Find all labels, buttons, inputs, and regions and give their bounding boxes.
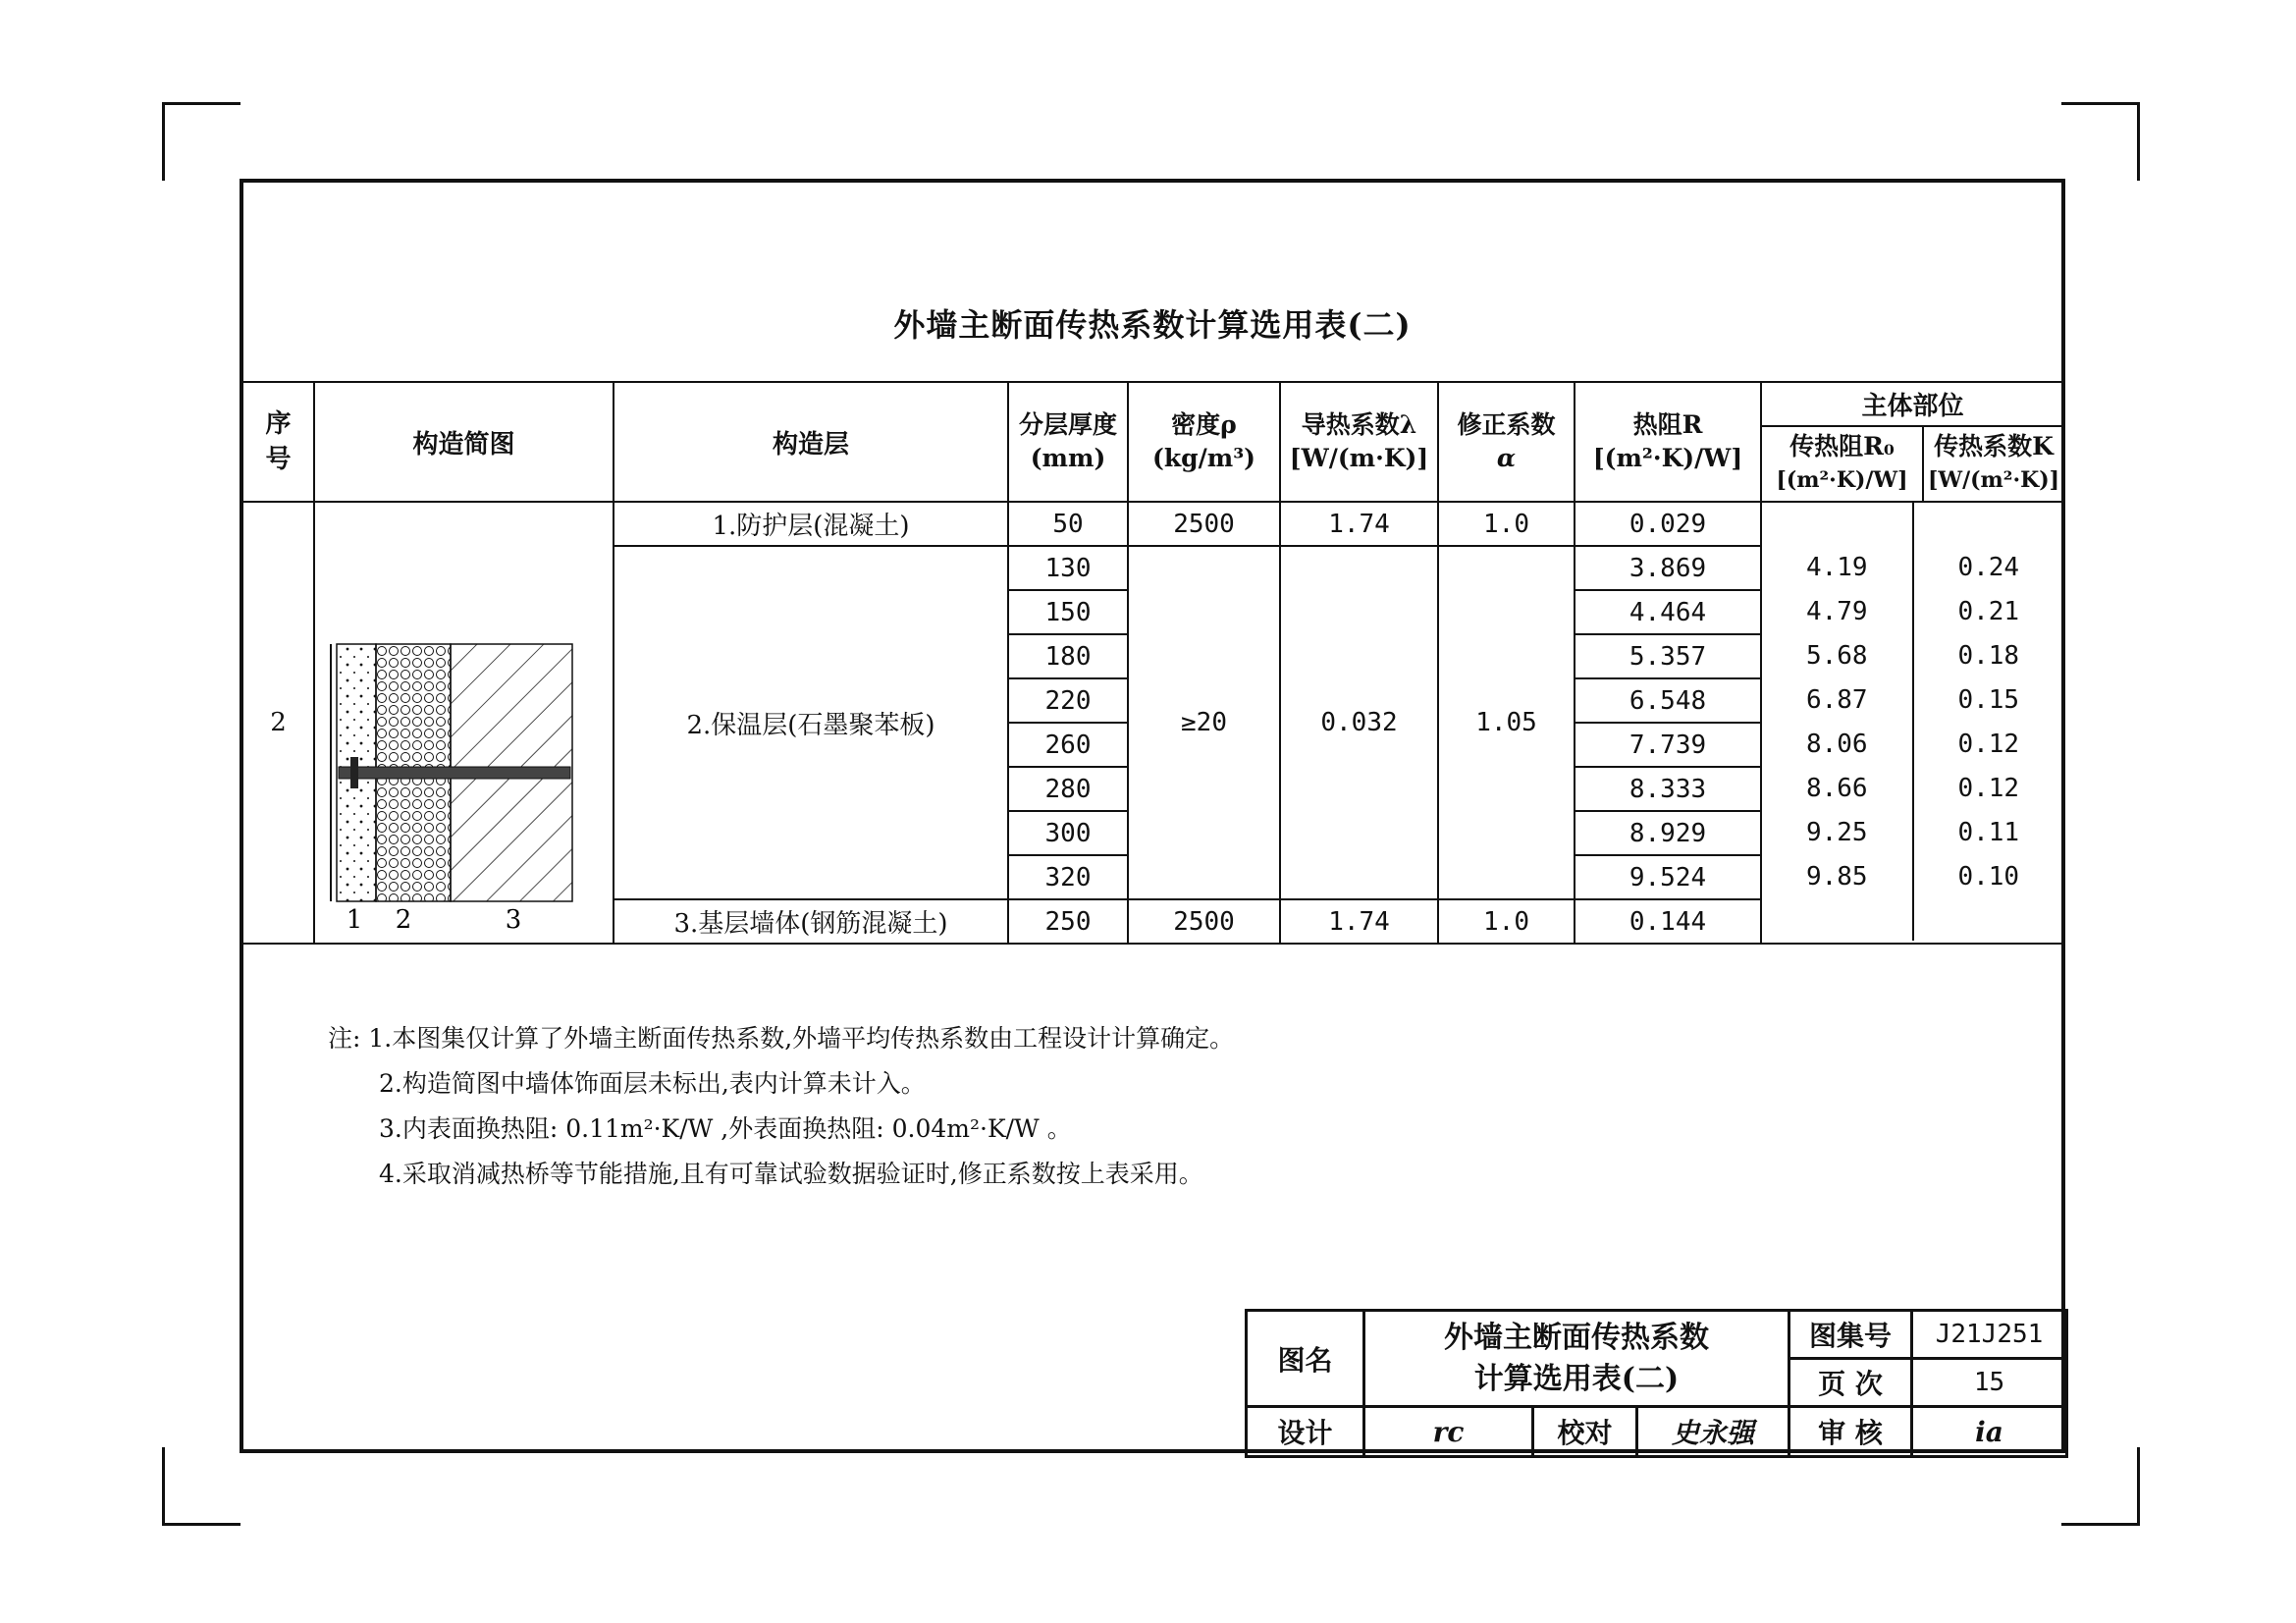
title-block (1245, 1309, 2068, 1458)
k-value: 0.12 (1957, 773, 2020, 803)
k-value: 0.15 (1957, 684, 2020, 715)
k-value: 0.24 (1957, 552, 2020, 582)
crop-mark-tl-h (162, 102, 240, 105)
r0-value: 5.68 (1762, 633, 1913, 677)
header-seq: 序号 (242, 382, 314, 502)
crop-mark-tr-h (2061, 102, 2140, 105)
tb-check-label: 校对 (1533, 1407, 1637, 1457)
layer2-thickness: 180 (1008, 634, 1128, 678)
note-2: 2.构造简图中墙体饰面层未标出,表内计算未计入。 (379, 1069, 926, 1098)
note-1: 注: 1.本图集仅计算了外墙主断面传热系数,外墙平均传热系数由工程设计计算确定。 (328, 1024, 1235, 1053)
tb-atlas-value: J21J251 (1912, 1311, 2067, 1359)
tb-check-signature: 史永强 (1637, 1407, 1789, 1457)
layer1-density: 2500 (1128, 502, 1280, 546)
wall-section-sketch (317, 504, 612, 936)
anchor-bolt-shape (339, 767, 570, 779)
tb-atlas-label: 图集号 (1789, 1311, 1912, 1359)
layer2-thickness: 150 (1008, 590, 1128, 634)
seq-cell: 2 (242, 502, 314, 944)
layer3-alpha: 1.0 (1438, 899, 1575, 944)
layer2-thickness: 300 (1008, 811, 1128, 855)
layer2-alpha: 1.05 (1438, 546, 1575, 899)
header-thickness: 分层厚度 (mm) (1008, 382, 1128, 502)
crop-mark-bl-h (162, 1523, 240, 1526)
tb-review-signature: ia (1912, 1407, 2067, 1457)
header-main-part: 主体部位 (1761, 382, 2064, 426)
r0-value: 4.79 (1762, 589, 1913, 633)
layer3-r: 0.144 (1575, 899, 1761, 944)
layer2-name: 2.保温层(石墨聚苯板) (614, 546, 1008, 899)
layer3-density: 2500 (1128, 899, 1280, 944)
main-part-subtable (1762, 503, 2063, 941)
page-title: 外墙主断面传热系数计算选用表(二) (893, 306, 1412, 344)
layer2-thickness: 130 (1008, 546, 1128, 590)
layer1-r: 0.029 (1575, 502, 1761, 546)
k-value: 0.11 (1957, 817, 2020, 847)
r0-value: 9.85 (1762, 854, 1913, 898)
layer3-name: 3.基层墙体(钢筋混凝土) (614, 899, 1008, 944)
layer2-thickness: 320 (1008, 855, 1128, 899)
table-row (242, 502, 2064, 546)
crop-mark-br-v (2137, 1447, 2140, 1526)
layer1-thickness: 50 (1008, 502, 1128, 546)
header-correction: 修正系数 α (1438, 382, 1575, 502)
crop-mark-br-h (2061, 1523, 2140, 1526)
note-3: 3.内表面换热阻: 0.11m²·K/W ,外表面换热阻: 0.04m²·K/W 。 (379, 1114, 1072, 1143)
tb-design-label: 设计 (1247, 1407, 1364, 1457)
header-sketch: 构造简图 (314, 382, 614, 502)
k-value: 0.21 (1957, 596, 2020, 626)
crop-mark-tl-v (162, 102, 165, 181)
layer2-r: 7.739 (1575, 723, 1761, 767)
k-value: 0.10 (1957, 861, 2020, 892)
layer2-thickness: 220 (1008, 678, 1128, 723)
layer2-r: 8.333 (1575, 767, 1761, 811)
header-resistance: 热阻R [(m²·K)/W] (1575, 382, 1761, 502)
tb-page-value: 15 (1912, 1359, 2067, 1407)
r0-value: 9.25 (1762, 810, 1913, 854)
k-value: 0.12 (1957, 729, 2020, 759)
header-layer: 构造层 (614, 382, 1008, 502)
layer2-density: ≥20 (1128, 546, 1280, 899)
layer1-lambda: 1.74 (1280, 502, 1438, 546)
layer3-lambda: 1.74 (1280, 899, 1438, 944)
heat-transfer-table (241, 381, 2065, 945)
sketch-label-2: 2 (395, 904, 411, 935)
layer2-r: 4.464 (1575, 590, 1761, 634)
layer2-lambda: 0.032 (1280, 546, 1438, 899)
tb-review-label: 审 核 (1789, 1407, 1912, 1457)
layer2-thickness: 280 (1008, 767, 1128, 811)
k-value: 0.18 (1957, 640, 2020, 671)
sketch-label-3: 3 (505, 904, 521, 935)
header-density: 密度ρ (kg/m³) (1128, 382, 1280, 502)
note-4: 4.采取消减热桥等节能措施,且有可靠试验数据验证时,修正系数按上表采用。 (379, 1160, 1203, 1188)
crop-mark-tr-v (2137, 102, 2140, 181)
tb-drawing-name: 外墙主断面传热系数 计算选用表(二) (1364, 1311, 1789, 1407)
layer2-r: 3.869 (1575, 546, 1761, 590)
header-k: 传热系数K [W/(m²·K)] (1923, 426, 2064, 502)
tb-name-label: 图名 (1247, 1311, 1364, 1407)
layer2-r: 5.357 (1575, 634, 1761, 678)
r0-value: 8.66 (1762, 766, 1913, 810)
header-conductivity: 导热系数λ [W/(m·K)] (1280, 382, 1438, 502)
layer2-r: 8.929 (1575, 811, 1761, 855)
layer2-r: 9.524 (1575, 855, 1761, 899)
layer1-alpha: 1.0 (1438, 502, 1575, 546)
tb-page-label: 页 次 (1789, 1359, 1912, 1407)
layer3-thickness: 250 (1008, 899, 1128, 944)
sketch-label-1: 1 (346, 904, 362, 935)
r0-value: 8.06 (1762, 722, 1913, 766)
layer2-r: 6.548 (1575, 678, 1761, 723)
notes-block (328, 1016, 1234, 1197)
main-part-values (1761, 502, 2064, 944)
layer1-name: 1.防护层(混凝土) (614, 502, 1008, 546)
crop-mark-bl-v (162, 1447, 165, 1526)
r0-value: 4.19 (1762, 545, 1913, 589)
header-r0: 传热阻R₀ [(m²·K)/W] (1761, 426, 1923, 502)
r0-value: 6.87 (1762, 677, 1913, 722)
sketch-cell (314, 502, 614, 944)
tb-design-signature: rc (1364, 1407, 1533, 1457)
layer2-thickness: 260 (1008, 723, 1128, 767)
